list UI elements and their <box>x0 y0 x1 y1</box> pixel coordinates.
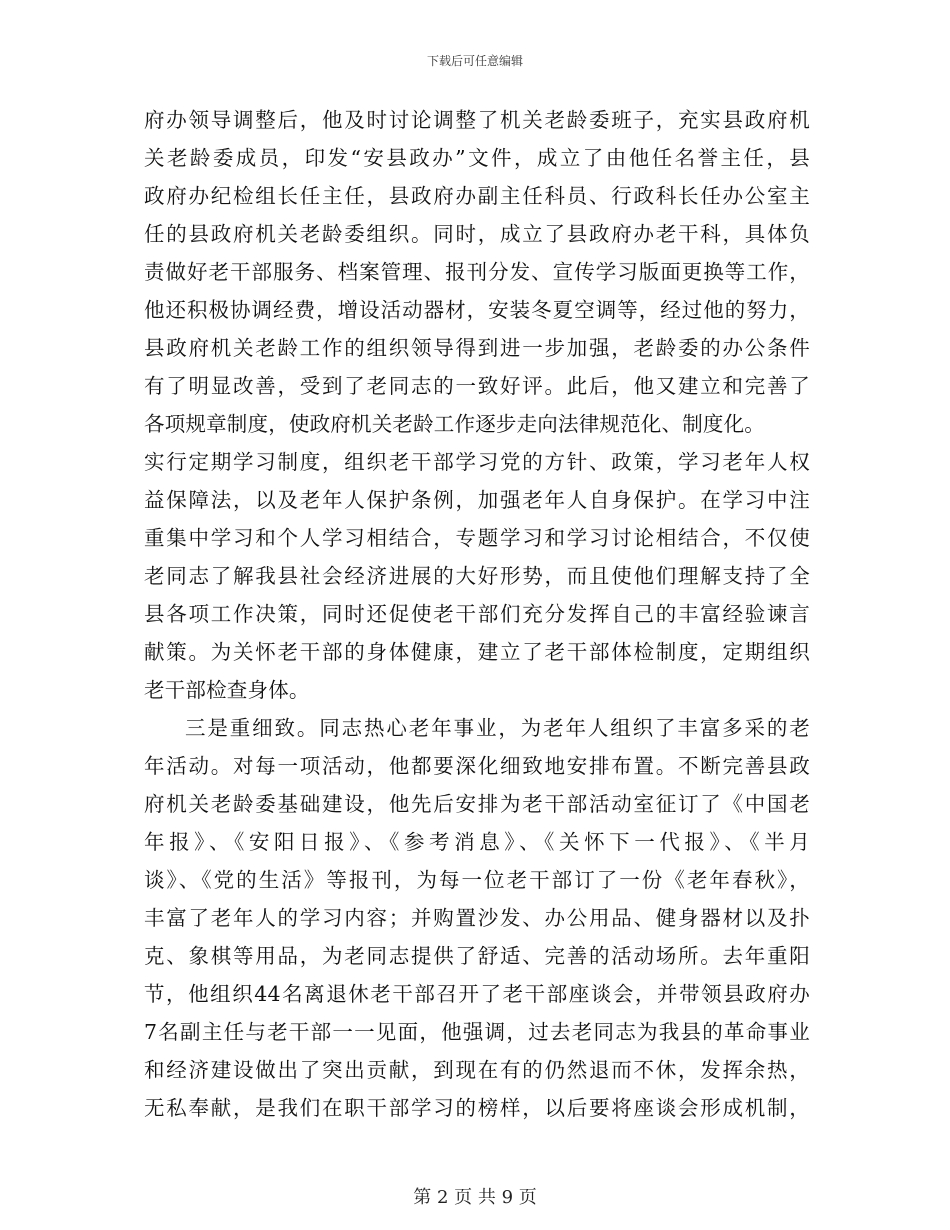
text-line: 重集中学习和个人学习相结合，专题学习和学习讨论相结合，不仅使 <box>144 526 810 550</box>
text-line: 责做好老干部服务、档案管理、报刊分发、宣传学习版面更换等工作， <box>144 260 810 284</box>
text-line: 有了明显改善，受到了老同志的一致好评。此后，他又建立和完善了 <box>144 374 810 398</box>
text-line: 各项规章制度，使政府机关老龄工作逐步走向法律规范化、制度化。 <box>144 412 765 436</box>
document-body <box>144 101 810 1127</box>
text-line: 丰富了老年人的学习内容；并购置沙发、办公用品、健身器材以及扑 <box>144 906 810 930</box>
text-line: 县政府机关老龄工作的组织领导得到进一步加强，老龄委的办公条件 <box>144 336 810 360</box>
text-line: 献策。为关怀老干部的身体健康，建立了老干部体检制度，定期组织 <box>144 640 810 664</box>
text-line: 任的县政府机关老龄委组织。同时，成立了县政府办老干科，具体负 <box>144 222 810 246</box>
text-line: 年报》、《安阳日报》、《参考消息》、《关怀下一代报》、《半月 <box>144 830 810 854</box>
page-header: 下载后可任意编辑 <box>426 54 523 68</box>
text-line: 府机关老龄委基础建设，他先后安排为老干部活动室征订了《中国老 <box>144 792 810 816</box>
text-line: 老同志了解我县社会经济进展的大好形势，而且使他们理解支持了全 <box>144 564 810 588</box>
text-line: 政府办纪检组长任主任，县政府办副主任科员、行政科长任办公室主 <box>144 184 810 208</box>
text-line: 和经济建设做出了突出贡献，到现在有的仍然退而不休，发挥余热， <box>144 1058 810 1082</box>
text-line: 节，他组织44名离退休老干部召开了老干部座谈会，并带领县政府办 <box>144 982 810 1006</box>
text-line: 府办领导调整后，他及时讨论调整了机关老龄委班子，充实县政府机 <box>144 108 810 132</box>
paragraph-first-line: 三是重细致。同志热心老年事业，为老年人组织了丰富多采的老 <box>185 716 810 740</box>
text-line: 他还积极协调经费，增设活动器材，安装冬夏空调等，经过他的努力， <box>144 298 810 322</box>
text-line: 谈》、《党的生活》等报刊，为每一位老干部订了一份《老年春秋》， <box>144 868 810 892</box>
text-line: 益保障法，以及老年人保护条例，加强老年人自身保护。在学习中注 <box>144 488 810 512</box>
text-line: 县各项工作决策，同时还促使老干部们充分发挥自己的丰富经验谏言 <box>144 602 810 626</box>
text-line: 实行定期学习制度，组织老干部学习党的方针、政策，学习老年人权 <box>144 450 810 474</box>
text-line: 克、象棋等用品，为老同志提供了舒适、完善的活动场所。去年重阳 <box>144 944 810 968</box>
text-line: 无私奉献，是我们在职干部学习的榜样，以后要将座谈会形成机制， <box>144 1096 810 1120</box>
text-line: 关老龄委成员，印发“安县政办”文件，成立了由他任名誉主任，县 <box>144 146 810 170</box>
text-line: 老干部检查身体。 <box>144 678 310 702</box>
page-number-footer: 第 2 页 共 9 页 <box>413 1187 537 1208</box>
text-line: 年活动。对每一项活动，他都要深化细致地安排布置。不断完善县政 <box>144 754 810 778</box>
text-line: 7名副主任与老干部一一见面，他强调，过去老同志为我县的革命事业 <box>144 1020 810 1044</box>
